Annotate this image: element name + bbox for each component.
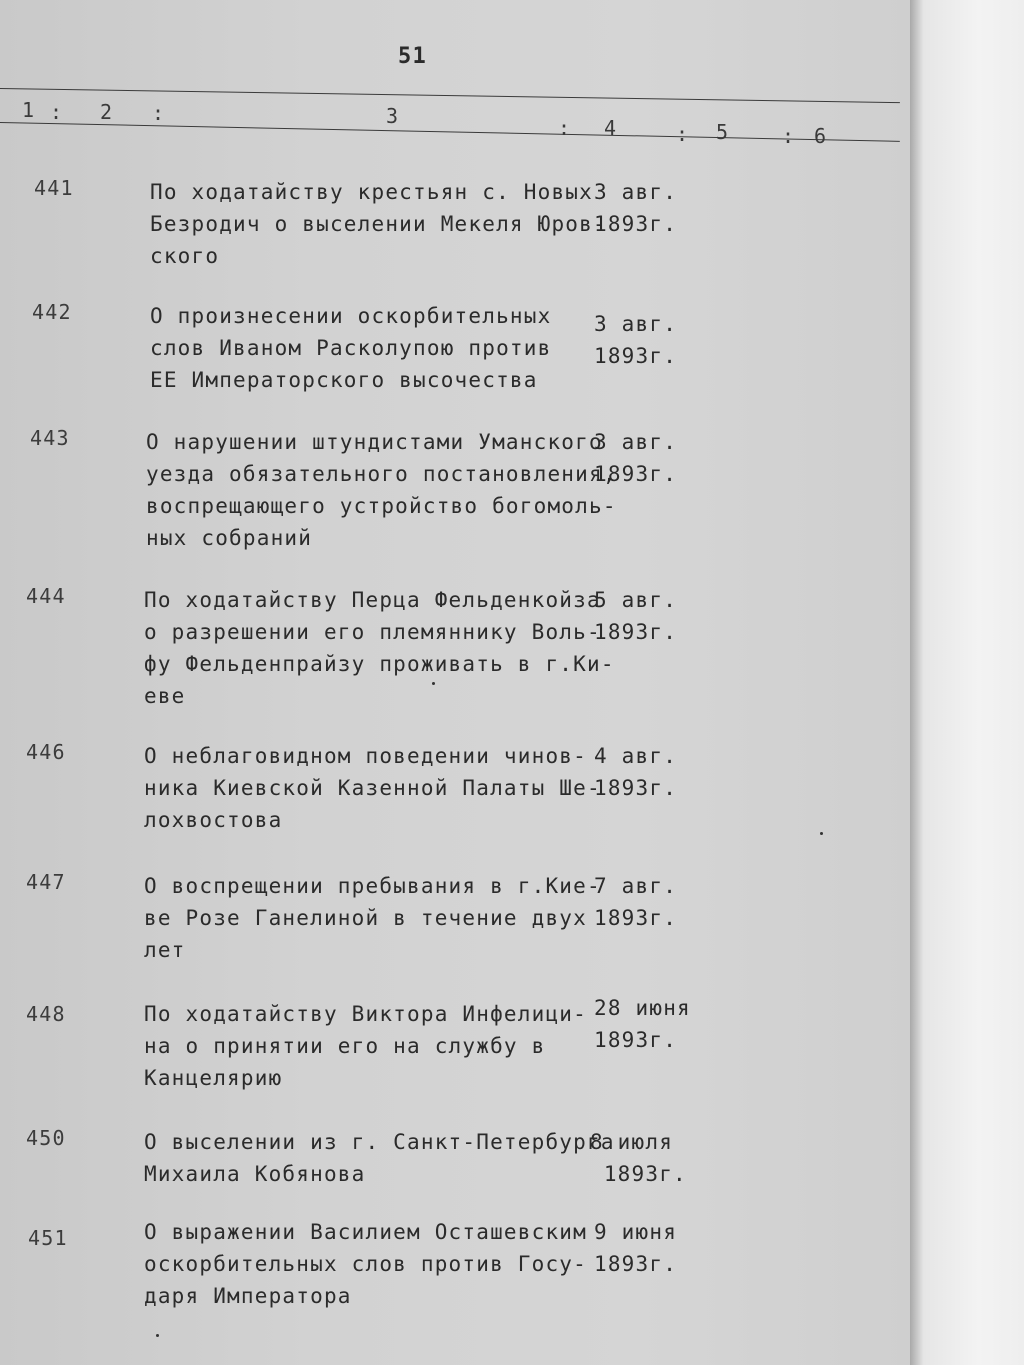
column-header-separator: : [50, 100, 64, 124]
column-header-4: 4 [604, 116, 618, 140]
column-header-separator: : [676, 122, 690, 146]
entry-text-line: лохвостова [144, 808, 283, 832]
entry-date-year: 1893г. [594, 776, 678, 800]
column-header-separator: : [152, 101, 166, 125]
register-entry [0, 1216, 900, 1346]
entry-number: 451 [28, 1226, 68, 1250]
entry-text-line: ЕЕ Императорского высочества [150, 368, 538, 392]
entry-description [146, 426, 617, 554]
entry-date-year: 1893г. [594, 344, 678, 368]
entry-number: 442 [32, 300, 72, 324]
entry-description [144, 1216, 594, 1312]
entry-number: 443 [30, 426, 70, 450]
register-entry [0, 870, 900, 1000]
entry-number: 448 [26, 1002, 66, 1026]
header-rule-bottom [0, 122, 900, 142]
entry-date-year: 1893г. [594, 462, 678, 486]
entry-text-line: лет [144, 938, 186, 962]
entry-text-line: ных собраний [146, 526, 313, 550]
entry-description [144, 584, 615, 712]
entry-text-line: Канцелярию [144, 1066, 283, 1090]
entry-date-day: 7 авг. [594, 874, 678, 898]
entry-text-line: О выселении из г. Санкт-Петербурга [144, 1130, 615, 1154]
register-entry [0, 584, 900, 714]
entry-number: 447 [26, 870, 66, 894]
register-entry [0, 300, 900, 430]
entry-date-year: 1893г. [594, 1028, 678, 1052]
page-number: 51 [398, 44, 427, 69]
entry-description [144, 870, 601, 966]
ink-speck [432, 682, 435, 685]
ink-speck [156, 1334, 159, 1337]
entry-text-line: Безродич о выселении Мекеля Юров- [150, 212, 607, 236]
entry-description [150, 300, 600, 396]
column-header-2: 2 [100, 100, 114, 124]
column-header-separator: : [558, 116, 572, 140]
entry-date [594, 992, 691, 1056]
entry-text-line: уезда обязательного постановления, [146, 462, 617, 486]
entry-text-line: о разрешении его племяннику Воль- [144, 620, 601, 644]
entry-text-line: О нарушении штундистами Уманского [146, 430, 603, 454]
entry-text-line: еве [144, 684, 186, 708]
page-edge-shadow [910, 0, 1024, 1365]
ink-speck [820, 832, 823, 835]
entry-date-year: 1893г. [594, 212, 678, 236]
entry-text-line: ве Розе Ганелиной в течение двух [144, 906, 587, 930]
entry-date-day: 5 авг. [594, 588, 678, 612]
entry-text-line: ника Киевской Казенной Палаты Ше- [144, 776, 601, 800]
column-header-1: 1 [22, 98, 36, 122]
entry-description [144, 740, 601, 836]
entry-number: 446 [26, 740, 66, 764]
entry-number: 441 [34, 176, 74, 200]
column-header-separator: : [782, 124, 796, 148]
entry-text-line: на о принятии его на службу в [144, 1034, 546, 1058]
entry-text-line: слов Иваном Расколупою против [150, 336, 552, 360]
entry-text-line: ского [150, 244, 220, 268]
entry-text-line: даря Императора [144, 1284, 352, 1308]
entry-date [594, 1216, 677, 1280]
entry-description [150, 176, 607, 272]
entry-date-day: 9 июня [594, 1220, 678, 1244]
register-entry [0, 426, 900, 556]
entry-date [594, 870, 677, 934]
column-header-3: 3 [386, 104, 400, 128]
entry-date-year: 1893г. [590, 1162, 687, 1186]
entry-date [594, 176, 677, 240]
entry-date [594, 740, 677, 804]
entry-text-line: оскорбительных слов против Госу- [144, 1252, 587, 1276]
entry-date-year: 1893г. [594, 620, 678, 644]
entry-date-year: 1893г. [594, 1252, 678, 1276]
entry-number: 450 [26, 1126, 66, 1150]
entry-date [594, 308, 677, 372]
entry-number: 444 [26, 584, 66, 608]
entry-text-line: Михаила Кобянова [144, 1162, 366, 1186]
header-rule-top [0, 88, 900, 103]
entry-text-line: По ходатайству Виктора Инфелици- [144, 1002, 587, 1026]
register-entry [0, 998, 900, 1128]
entry-text-line: воспрещающего устройство богомоль- [146, 494, 617, 518]
entry-description [144, 1126, 615, 1190]
entry-text-line: О воспрещении пребывания в г.Кие- [144, 874, 601, 898]
entry-text-line: О произнесении оскорбительных [150, 304, 552, 328]
entry-text-line: По ходатайству крестьян с. Новых [150, 180, 593, 204]
entry-date-day: 3 авг. [594, 312, 678, 336]
entry-date-day: 8 июля [590, 1130, 674, 1154]
entry-text-line: О неблаговидном поведении чинов- [144, 744, 587, 768]
entry-date [590, 1126, 687, 1190]
entry-date-day: 28 июня [594, 996, 691, 1020]
column-header-6: 6 [814, 124, 828, 148]
entry-date-day: 4 авг. [594, 744, 678, 768]
entry-date-day: 3 авг. [594, 430, 678, 454]
entry-text-line: О выражении Василием Осташевским [144, 1220, 587, 1244]
entry-date-year: 1893г. [594, 906, 678, 930]
entry-text-line: фу Фельденпрайзу проживать в г.Ки- [144, 652, 615, 676]
register-entry [0, 740, 900, 870]
entry-description [144, 998, 594, 1094]
column-header-5: 5 [716, 120, 730, 144]
register-entry [0, 176, 900, 306]
entry-date-day: 3 авг. [594, 180, 678, 204]
entry-date [594, 584, 677, 648]
entry-date [594, 426, 677, 490]
entry-text-line: По ходатайству Перца Фельденкойза [144, 588, 601, 612]
